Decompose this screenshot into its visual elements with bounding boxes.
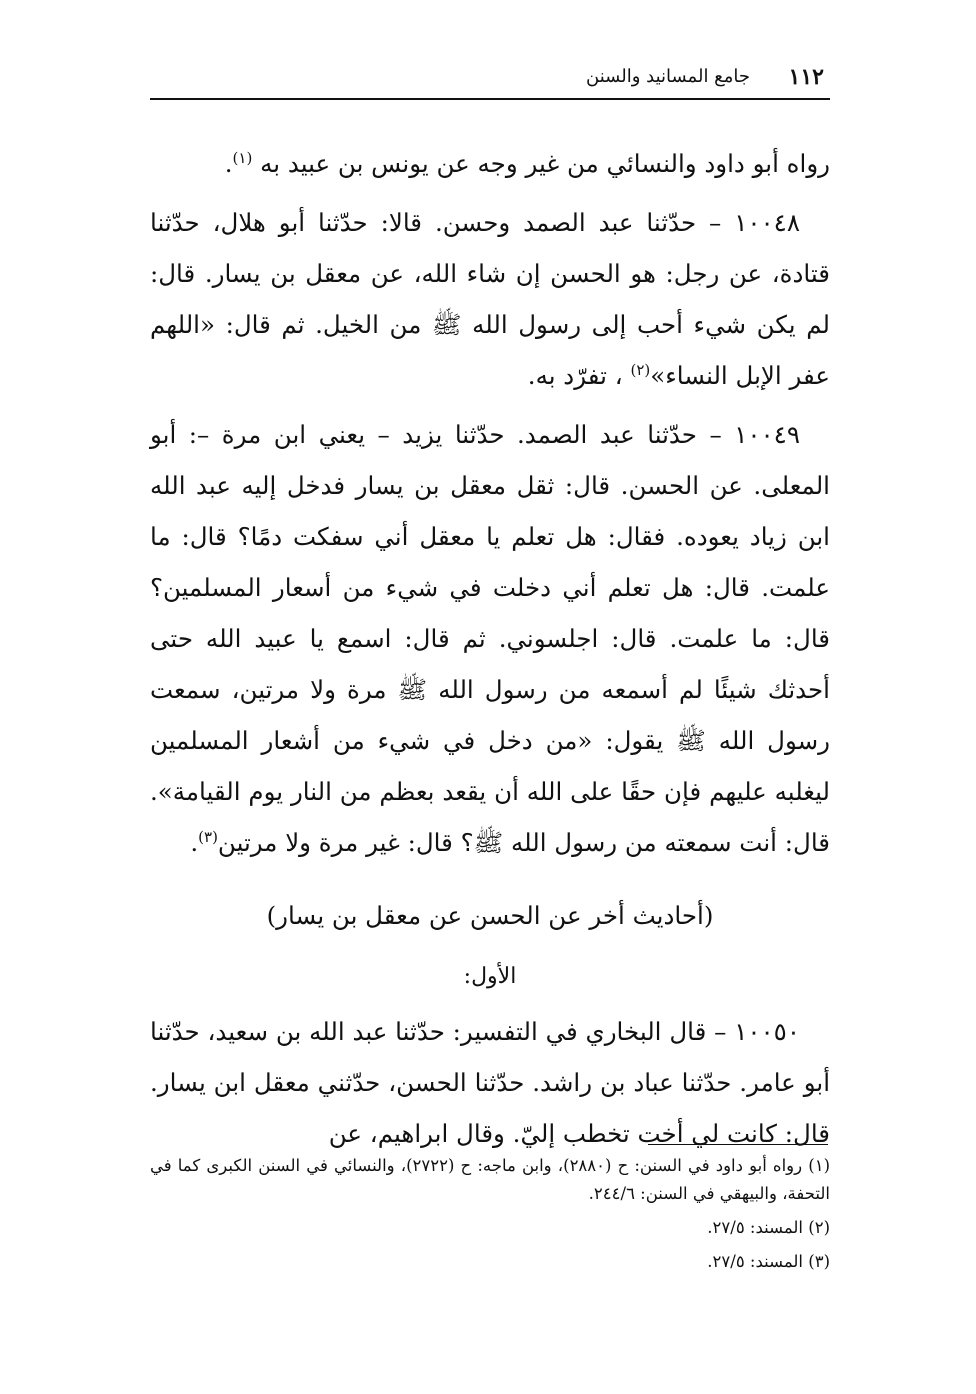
paragraph-end: .: [224, 149, 233, 178]
paragraph-text: ١٠٠٤٨ – حدّثنا عبد الصمد وحسن. قالا: حدّثنا أبو هلال، حدّثنا قتادة، عن رجل: هو الحسن إن شاء الله، عن معقل بن يسار. قال: لم يكن شيء أحب إلى رسول الله ﷺ من الخيل. ثم قال: «اللهم عفر الإبل النساء»: [150, 208, 830, 390]
footnotes: [150, 1152, 830, 1282]
footnote-2: (٢) المسند: ٢٧/٥.: [707, 1218, 830, 1237]
paragraph-end: .: [190, 828, 199, 857]
footnote-rule: [648, 1144, 828, 1145]
header-rule: [150, 98, 830, 100]
footnote-ref-2: (٢): [630, 360, 651, 379]
running-title: جامع المسانيد والسنن: [586, 66, 750, 87]
footnote-ref-1: (١): [232, 148, 253, 167]
subheading: الأول:: [463, 964, 517, 989]
page-header: [150, 58, 830, 98]
paragraph-text: ١٠٠٤٩ – حدّثنا عبد الصمد. حدّثنا يزيد – يعني ابن مرة –: أبو المعلى. عن الحسن. قال: ثقل معقل بن يسار فدخل إليه عبد الله ابن زياد يعوده. فقال: هل تعلم يا معقل أني سفكت دمًا؟ قال: ما علمت. قال: هل تعلم أني دخلت في شيء من أسعار المسلمين؟ قال: ما علمت. قال: اجلسوني. ثم قال: اسمع يا عبيد الله حتى أحدثك شيئًا لم أسمعه من رسول الله ﷺ مرة ولا مرتين، سمعت رسول الله ﷺ يقول: «من دخل في شيء من أشعار المسلمين ليغلبه عليهم فإن حقًا على الله أن يقعد بعظم من النار يوم القيامة». قال: أنت سمعته من رسول الله ﷺ؟ قال: غير مرة ولا مرتين: [150, 420, 830, 857]
footnote-3: (٣) المسند: ٢٧/٥.: [707, 1252, 830, 1271]
footnote-1: (١) رواه أبو داود في السنن: ح (٢٨٨٠)، وابن ماجه: ح (٢٧٢٢)، والنسائي في السنن الكبرى كما في التحفة، والبيهقي في السنن: ٢٤٤/٦.: [150, 1156, 830, 1203]
paragraph-intro: [150, 138, 830, 189]
main-text: [150, 138, 830, 1167]
hadith-10050: ١٠٠٥٠ – قال البخاري في التفسير: حدّثنا عبد الله بن سعيد، حدّثنا أبو عامر. حدّثنا عباد بن راشد. حدّثنا الحسن، حدّثني معقل ابن يسار. قال: كانت لي أخت تخطب إليّ. وقال ابراهيم، عن: [150, 1017, 830, 1148]
paragraph-text: رواه أبو داود والنسائي من غير وجه عن يونس بن عبيد به: [260, 149, 830, 178]
footnote-ref-3: (٣): [198, 827, 218, 846]
paragraph-end: ، تفرّد به.: [527, 361, 623, 390]
section-heading: (أحاديث أخر عن الحسن عن معقل بن يسار): [266, 901, 714, 930]
hadith-10048: [150, 197, 830, 401]
hadith-10049: [150, 409, 830, 868]
page-number: ١١٢: [788, 64, 824, 90]
